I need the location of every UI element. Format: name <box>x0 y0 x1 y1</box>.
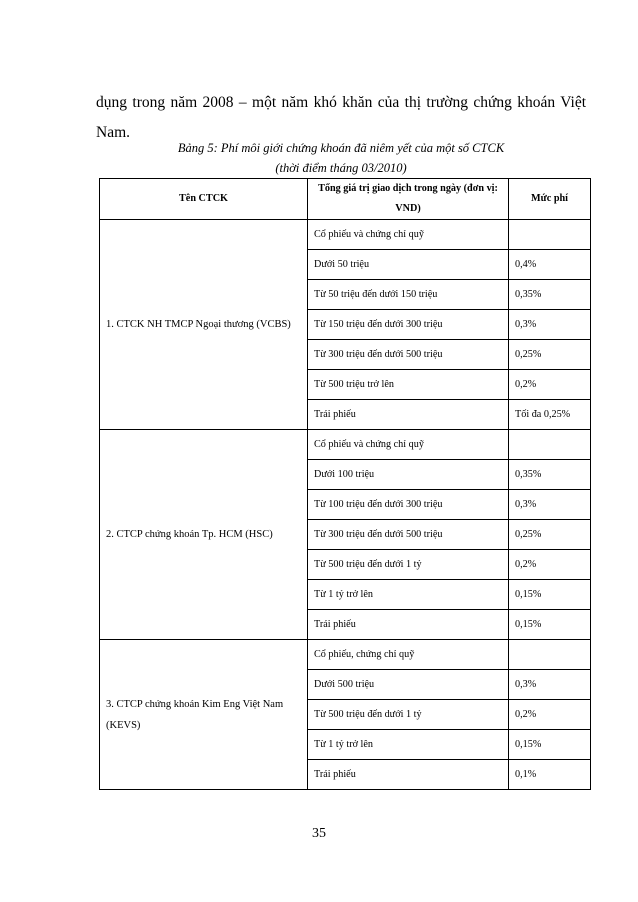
header-fee: Mức phí <box>509 179 591 220</box>
table-body <box>100 220 591 790</box>
fee-cell: 0,3% <box>509 670 591 700</box>
paragraph-line-2: Nam. <box>96 124 131 141</box>
trade-value-range-cell: Dưới 50 triệu <box>308 250 509 280</box>
fee-cell: 0,25% <box>509 520 591 550</box>
firm-name-line-2: (KEVS) <box>106 719 141 731</box>
trade-value-range-cell: Từ 500 triệu đến dưới 1 tỷ <box>308 550 509 580</box>
fee-cell: 0,3% <box>509 310 591 340</box>
fee-cell: 0,2% <box>509 370 591 400</box>
trade-value-range-cell: Từ 300 triệu đến dưới 500 triệu <box>308 340 509 370</box>
header-trade-value-line-2: VND) <box>395 203 421 214</box>
table-row <box>100 640 591 670</box>
fee-cell <box>509 640 591 670</box>
fee-cell: 0,1% <box>509 760 591 790</box>
firm-name-cell <box>100 430 308 640</box>
firm-name-line-1: 2. CTCP chứng khoán Tp. HCM (HSC) <box>106 529 273 540</box>
fee-cell <box>509 220 591 250</box>
table-caption-date: (thời điểm tháng 03/2010) <box>275 161 407 175</box>
table-row <box>100 220 591 250</box>
paragraph-line-1: dụng trong năm 2008 – một năm khó khăn của thị trường chứng khoán Việt <box>96 94 586 111</box>
header-trade-value-line-1: Tổng giá trị giao dịch trong ngày (đơn vị: <box>318 183 498 194</box>
fee-cell: 0,3% <box>509 490 591 520</box>
firm-name-cell <box>100 220 308 430</box>
trade-value-range-cell: Cổ phiếu, chứng chỉ quỹ <box>308 640 509 670</box>
firm-name-cell <box>100 640 308 790</box>
trade-value-range-cell: Trái phiếu <box>308 400 509 430</box>
trade-value-range-cell: Dưới 100 triệu <box>308 460 509 490</box>
fee-cell: 0,2% <box>509 700 591 730</box>
fee-cell: 0,15% <box>509 730 591 760</box>
trade-value-range-cell: Cổ phiếu và chứng chỉ quỹ <box>308 220 509 250</box>
trade-value-range-cell: Từ 500 triệu đến dưới 1 tỷ <box>308 700 509 730</box>
fee-cell: Tối đa 0,25% <box>509 400 591 430</box>
trade-value-range-cell: Từ 1 tỷ trở lên <box>308 730 509 760</box>
fee-cell: 0,25% <box>509 340 591 370</box>
table-row <box>100 430 591 460</box>
trade-value-range-cell: Từ 1 tỷ trở lên <box>308 580 509 610</box>
header-firm: Tên CTCK <box>100 179 308 220</box>
table-header-row <box>100 179 591 220</box>
firm-name-line-1: 1. CTCK NH TMCP Ngoại thương (VCBS) <box>106 319 291 330</box>
fee-cell: 0,35% <box>509 280 591 310</box>
fee-cell: 0,35% <box>509 460 591 490</box>
fee-cell: 0,15% <box>509 610 591 640</box>
trade-value-range-cell: Trái phiếu <box>308 610 509 640</box>
trade-value-range-cell: Từ 150 triệu đến dưới 300 triệu <box>308 310 509 340</box>
fee-cell: 0,15% <box>509 580 591 610</box>
trade-value-range-cell: Cổ phiếu và chứng chỉ quỹ <box>308 430 509 460</box>
trade-value-range-cell: Từ 500 triệu trở lên <box>308 370 509 400</box>
fee-cell <box>509 430 591 460</box>
trade-value-range-cell: Từ 100 triệu đến dưới 300 triệu <box>308 490 509 520</box>
fee-table <box>99 178 591 790</box>
trade-value-range-cell: Trái phiếu <box>308 760 509 790</box>
header-trade-value <box>308 179 509 220</box>
fee-cell: 0,4% <box>509 250 591 280</box>
page-number: 35 <box>312 826 326 841</box>
body-paragraph <box>96 88 586 148</box>
fee-cell: 0,2% <box>509 550 591 580</box>
trade-value-range-cell: Từ 300 triệu đến dưới 500 triệu <box>308 520 509 550</box>
trade-value-range-cell: Từ 50 triệu đến dưới 150 triệu <box>308 280 509 310</box>
table-caption: Bảng 5: Phí môi giới chứng khoán đã niêm yết của một số CTCK <box>177 141 505 155</box>
trade-value-range-cell: Dưới 500 triệu <box>308 670 509 700</box>
firm-name-line-1: 3. CTCP chứng khoán Kim Eng Việt Nam <box>106 698 284 710</box>
